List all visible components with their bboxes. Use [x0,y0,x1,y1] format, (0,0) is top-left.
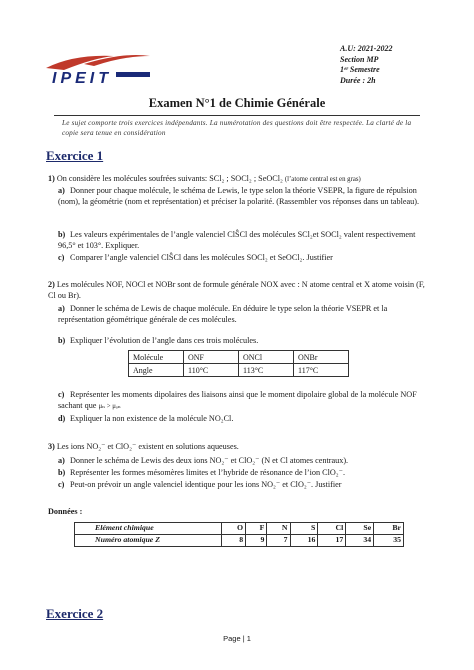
table-cell: Br [374,523,404,535]
label-2b: b) [58,336,66,345]
question-1c-text: Comparer l’angle valenciel ClŜCl dans les molécules SOCl₂ et SeOCl₂. Justifier [70,253,333,262]
table-row [75,523,404,535]
logo-text: IPEIT [52,70,113,86]
question-2d-text: Expliquer la non existence de la molécule NO₂Cl. [70,414,234,423]
question-2c-text: Représenter les moments dipolaires des liaisons ainsi que le moment dipolaire global de la molécule NOF sachant que [58,390,417,411]
label-3b: b) [58,468,66,477]
table-cell: 17 [318,535,346,547]
question-2d [58,413,432,424]
question-1-note: (l’atome central est en gras) [284,176,361,183]
question-2 [48,279,428,301]
question-3-number: 3) [48,442,55,451]
exercise-2-title: Exercice 2 [46,606,104,621]
table-cell: 113°C [239,364,294,377]
label-3c: c) [58,480,65,489]
duration: Durée : 2h [340,75,376,85]
table-cell: Numéro atomique Z [75,535,222,547]
question-3a-text: Donner le schéma de Lewis des deux ions NO₂⁻ et ClO₂⁻ (N et Cl atomes centraux). [70,456,349,465]
academic-year: A.U: 2021-2022 [340,44,393,53]
question-1a-text: Donner pour chaque molécule, le schéma de Lewis, le type selon la théorie VSEPR, la figure de répulsion (nom), la géométrie (nom et représentation) et préciser la polarité. (Rassembler vos réponses dans un tableau). [58,186,420,207]
label-2d: d) [58,414,66,423]
question-2-number: 2) [48,280,55,289]
question-2a-text: Donner le schéma de Lewis de chaque molécule. En déduire le type selon la théorie VSEPR et la représentation géométrique générale de ces molécules. [58,304,388,325]
label-1a: a) [58,186,65,195]
question-3c [58,479,432,490]
table-cell: Se [346,523,374,535]
question-2b-text: Expliquer l’évolution de l’angle dans ces trois molécules. [70,336,259,345]
question-1 [48,173,428,185]
question-1b-text: Les valeurs expérimentales de l’angle valenciel ClŜCl des molécules SCl₂et SOCl₂ valent respectivement 96,5° et 103°. Expliquer. [58,230,416,251]
table-cell: 110°C [184,364,239,377]
table-cell: ONBr [294,351,349,364]
label-2a: a) [58,304,65,313]
dipole-condition: μₙ > μₒₙ [98,403,121,411]
table-cell: 117°C [294,364,349,377]
question-3b [58,467,432,478]
question-2c [58,389,432,412]
table-cell: 34 [346,535,374,547]
table-cell: N [267,523,290,535]
table-cell: 35 [374,535,404,547]
question-1-text: On considère les molécules soufrées suivants: SCl₂ ; SOCl₂ ; SeOCl₂ [56,174,283,183]
question-1b [58,229,432,251]
exam-title: Examen N°1 de Chimie Générale [148,96,326,110]
question-3b-text: Représenter les formes mésomères limites et l’hybride de résonance de l’ion ClO₂⁻. [70,468,346,477]
angle-table [128,350,349,377]
exam-notice: Le sujet comporte trois exercices indépendants. La numérotation des questions doit être respectée. La clarté de la copie sera tenue en considération [62,119,412,137]
table-cell: ONCl [239,351,294,364]
question-2a [58,303,432,325]
element-data-table [74,522,404,547]
table-row [129,351,349,364]
table-cell: ONF [184,351,239,364]
exercise-1-title: Exercice 1 [46,148,104,163]
question-3 [48,441,428,452]
label-3a: a) [58,456,65,465]
table-cell: Elément chimique [75,523,222,535]
table-cell: S [290,523,318,535]
table-cell: 7 [267,535,290,547]
table-row [129,364,349,377]
table-cell: 16 [290,535,318,547]
exam-meta [340,44,420,86]
table-cell: O [222,523,246,535]
ipeit-logo [44,50,152,86]
table-cell: 9 [246,535,267,547]
question-3-text: Les ions NO₂⁻ et ClO₂⁻ existent en solutions aqueuses. [56,442,239,451]
page-footer: Page | 1 [223,634,251,643]
semester: 1ᵉʳ Semestre [340,65,380,74]
title-divider [54,115,420,116]
question-2b [58,335,432,346]
label-1c: c) [58,253,65,262]
question-3c-text: Peut-on prévoir un angle valenciel identique pour les ions NO₂⁻ et ClO₂⁻. Justifier [70,480,342,489]
table-cell: Molécule [129,351,184,364]
table-cell: Cl [318,523,346,535]
question-3a [58,455,432,466]
label-2c: c) [58,390,65,399]
question-2-text: Les molécules NOF, NOCl et NOBr sont de formule générale NOX avec : N atome central et X atome voisin (F, Cl ou Br). [48,280,425,301]
question-1-number: 1) [48,174,55,183]
table-cell: F [246,523,267,535]
label-1b: b) [58,230,66,239]
question-1c [58,252,432,263]
table-cell: Angle [129,364,184,377]
question-1a [58,185,432,207]
table-row [75,535,404,547]
data-title: Données : [48,507,83,516]
table-cell: 8 [222,535,246,547]
section: Section MP [340,54,379,64]
